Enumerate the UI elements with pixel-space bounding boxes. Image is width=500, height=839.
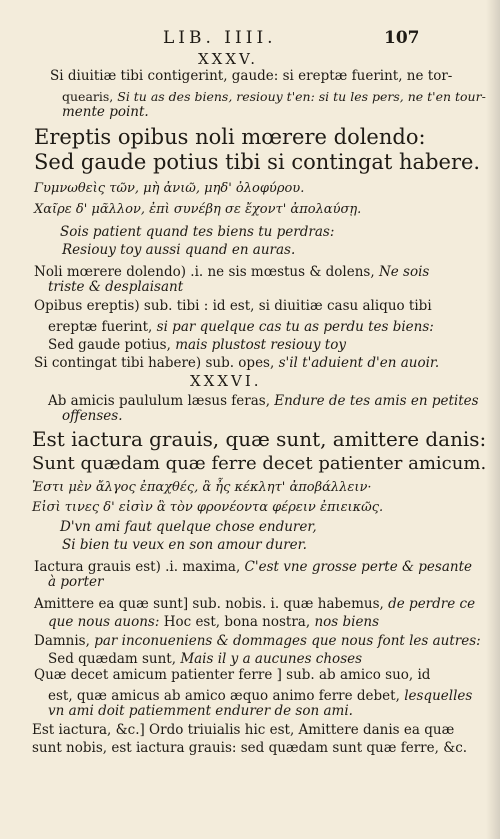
commentary-line <box>34 595 475 612</box>
french-gloss: de perdre ce <box>388 596 476 612</box>
verse-line: Est iactura grauis, quæ sunt, amittere danis: <box>32 427 487 451</box>
french-verse: D'vn ami faut quelque chose endurer, <box>60 519 317 535</box>
french-gloss: que nous auons: <box>48 614 164 630</box>
latin-text: Noli mœrere dolendo) .i. ne sis mœstus & dolens, <box>34 264 379 280</box>
french-gloss: triste & desplaisant <box>48 279 184 295</box>
french-gloss: vn ami doit patiemment endurer de son ami. <box>48 703 353 719</box>
greek-verse: Εἰσὶ τινες δ' εἰσὶν ἃ τὸν φρονέοντα φέρειν ἐπιεικῶς. <box>32 500 384 515</box>
french-gloss: C'est vne grosse perte & pesante <box>244 559 472 575</box>
commentary-line <box>34 632 481 649</box>
french-gloss: Ne sois <box>378 264 430 280</box>
latin-text: ereptæ fuerint, <box>48 319 157 335</box>
french-gloss: par inconueniens & dommages que nous font les autres: <box>94 633 481 649</box>
french-gloss: Si tu as des biens, resiouy t'en: si tu les pers, ne t'en tour- <box>117 89 486 104</box>
commentary-line <box>48 687 472 704</box>
latin-text: Ab amicis paululum læsus feras, <box>48 393 275 409</box>
commentary-line <box>34 354 439 371</box>
section-heading-36: XXXVI. <box>190 372 262 390</box>
text-line <box>48 392 479 409</box>
commentary-line <box>48 613 379 630</box>
greek-verse: Γυμνωθεὶς τῶν, μὴ ἀνιῶ, μηδ' ὀλοφύρου. <box>34 181 305 196</box>
verse-line: Ereptis opibus noli mœrere dolendo: <box>34 125 426 149</box>
latin-text: est, quæ amicus ab amico æquo animo ferre debet, <box>48 688 405 704</box>
page-edge-shadow <box>486 0 500 839</box>
french-gloss: offenses. <box>62 408 123 424</box>
commentary-line: Est iactura, &c.] Ordo triuialis hic est, Amittere danis ea quæ <box>32 722 455 738</box>
commentary-line <box>48 336 346 353</box>
french-gloss: mente point. <box>62 104 149 120</box>
running-head: LIB. IIII. <box>163 28 277 48</box>
commentary-line <box>48 318 434 335</box>
greek-verse: Χαῖρε δ' μᾶλλον, ἐπὶ συνέβη σε ἔχοντ' ἀπολαύσῃ. <box>34 202 362 217</box>
text-line <box>62 88 486 104</box>
commentary-line: Quæ decet amicum patienter ferre ] sub. ab amico suo, id <box>34 667 431 683</box>
french-gloss: mais plustost resiouy toy <box>175 337 346 353</box>
french-gloss: Mais il y a aucunes choses <box>180 651 363 667</box>
commentary-line <box>34 558 472 575</box>
section-heading-35: XXXV. <box>198 50 259 68</box>
latin-text: Amittere ea quæ sunt] sub. nobis. i. quæ habemus, <box>34 596 389 612</box>
french-verse: Resiouy toy aussi quand en auras. <box>62 242 296 258</box>
latin-text: Damnis, <box>34 633 95 649</box>
french-gloss: à porter <box>48 574 104 590</box>
french-gloss: lesquelles <box>404 688 473 704</box>
commentary-line: Opibus ereptis) sub. tibi : id est, si diuitiæ casu aliquo tibi <box>34 298 432 314</box>
greek-verse: Ἐστι μὲν ἄλγος ἐπαχθές, ἃ ἦς κέκλητ' ἀποβάλλειν· <box>32 480 372 495</box>
latin-text: Hoc est, bona nostra, <box>163 614 315 630</box>
french-gloss: nos biens <box>314 614 380 630</box>
verse-line: Sunt quædam quæ ferre decet patienter amicum. <box>32 453 487 474</box>
french-gloss: si par quelque cas tu as perdu tes biens: <box>156 319 434 335</box>
latin-text: quearis, <box>62 89 118 104</box>
french-verse: Si bien tu veux en son amour durer. <box>62 537 307 553</box>
verse-line: Sed gaude potius tibi si contingat habere. <box>34 150 481 174</box>
french-gloss: s'il t'aduient d'en auoir. <box>278 355 440 371</box>
commentary-line <box>48 650 362 667</box>
french-verse: Sois patient quand tes biens tu perdras: <box>60 224 335 240</box>
commentary-line <box>34 263 429 280</box>
latin-text: Si contingat tibi habere) sub. opes, <box>34 355 279 371</box>
text-line: Si diuitiæ tibi contigerint, gaude: si ereptæ fuerint, ne tor- <box>50 68 453 84</box>
french-gloss: Endure de tes amis en petites <box>274 393 479 409</box>
latin-text: Iactura grauis est) .i. maxima, <box>34 559 245 575</box>
latin-text: Sed gaude potius, <box>48 337 176 353</box>
latin-text: Sed quædam sunt, <box>48 651 181 667</box>
page-number: 107 <box>384 28 420 48</box>
commentary-line: sunt nobis, est iactura grauis: sed quædam sunt quæ ferre, &c. <box>32 740 468 756</box>
